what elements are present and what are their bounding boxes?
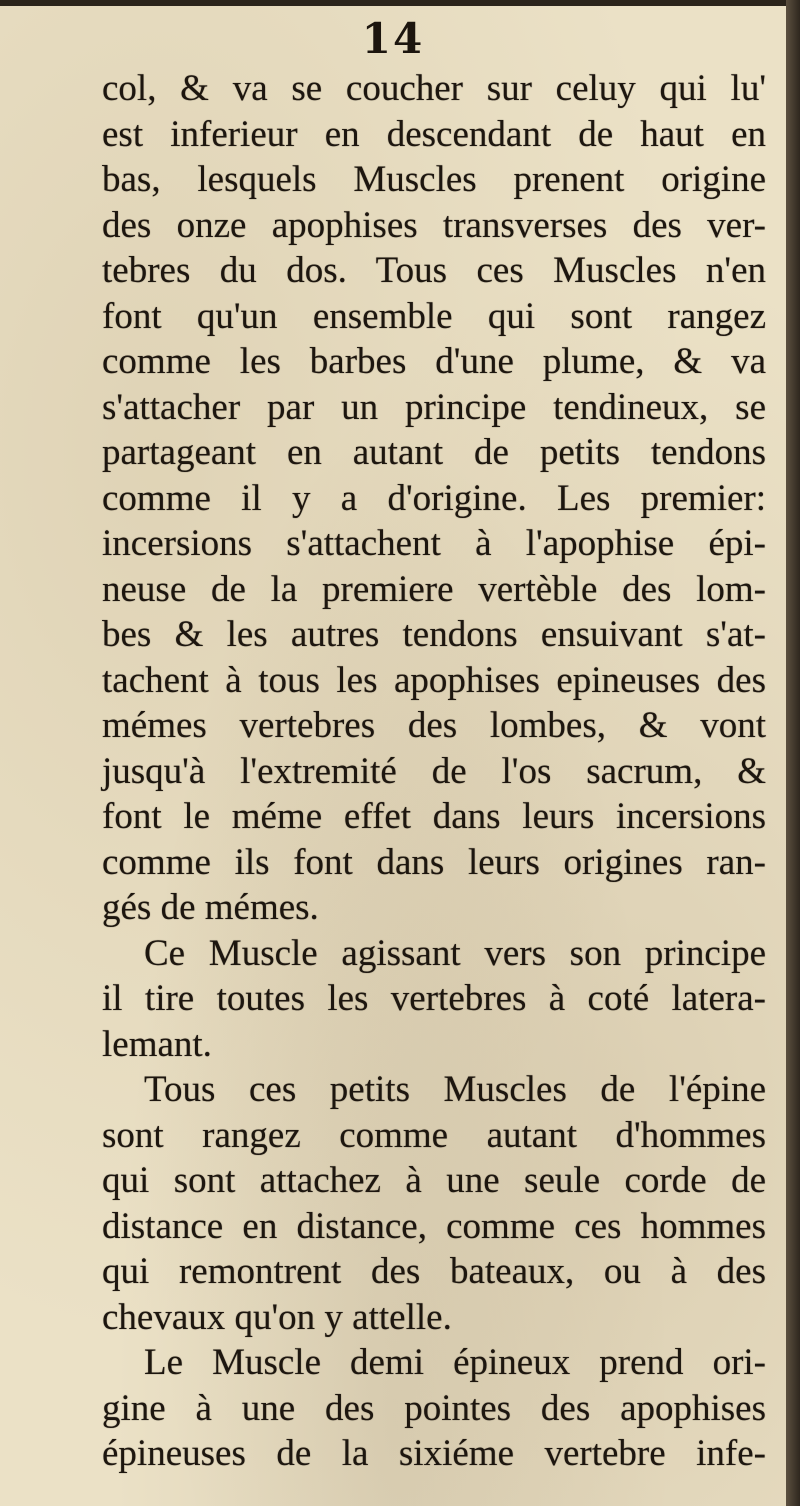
text-line: mémes vertebres des lombes, & vont (102, 705, 766, 746)
text-line: comme ils font dans leurs origines ran- (102, 841, 766, 883)
text-line: qui remontrent des bateaux, ou à des (102, 1251, 766, 1292)
text-line: incersions s'attachent à l'apophise épi- (102, 523, 766, 564)
body-text (102, 66, 766, 1477)
text-line: font qu'un ensemble qui sont rangez (102, 295, 766, 337)
text-line: col, & va se coucher sur celuy qui lu' (102, 68, 766, 109)
page-number: 14 (361, 14, 425, 63)
text-line: comme les barbes d'une plume, & va (102, 341, 766, 382)
text-line: épineuses de la sixiéme vertebre infe- (102, 1433, 766, 1474)
text-line: tachent à tous les apophises epineuses des (102, 659, 766, 701)
text-line: distance en distance, comme ces hommes (102, 1205, 766, 1247)
text-line: Le Muscle demi épineux prend ori- (144, 1342, 766, 1383)
text-line: font le méme effet dans leurs incersions (102, 796, 766, 837)
text-line: gine à une des pointes des apophises (102, 1387, 766, 1429)
text-line: partageant en autant de petits tendons (102, 432, 766, 473)
text-line: qui sont attachez à une seule corde de (102, 1160, 766, 1201)
text-line: tebres du dos. Tous ces Muscles n'en (102, 250, 766, 291)
text-line: comme il y a d'origine. Les premier: (102, 477, 766, 519)
text-line: jusqu'à l'extremité de l'os sacrum, & (102, 750, 766, 792)
top-border (0, 0, 786, 6)
text-line: gés de mémes. (102, 887, 319, 928)
text-line: Tous ces petits Muscles de l'épine (144, 1069, 766, 1110)
text-line: sont rangez comme autant d'hommes (102, 1114, 766, 1156)
text-line: bes & les autres tendons ensuivant s'at- (102, 614, 766, 655)
text-line: bas, lesquels Muscles prenent origine (102, 159, 766, 200)
text-line: il tire toutes les vertebres à coté latera- (102, 978, 766, 1019)
text-line: des onze apophises transverses des ver- (102, 204, 766, 246)
text-line: s'attacher par un principe tendineux, se (102, 386, 766, 428)
text-line: lemant. (102, 1023, 212, 1065)
page-edge (786, 0, 800, 1506)
text-line: Ce Muscle agissant vers son principe (144, 932, 766, 974)
text-line: est inferieur en descendant de haut en (102, 113, 766, 155)
text-line: neuse de la premiere vertèble des lom- (102, 568, 766, 610)
text-line: chevaux qu'on y attelle. (102, 1296, 452, 1338)
